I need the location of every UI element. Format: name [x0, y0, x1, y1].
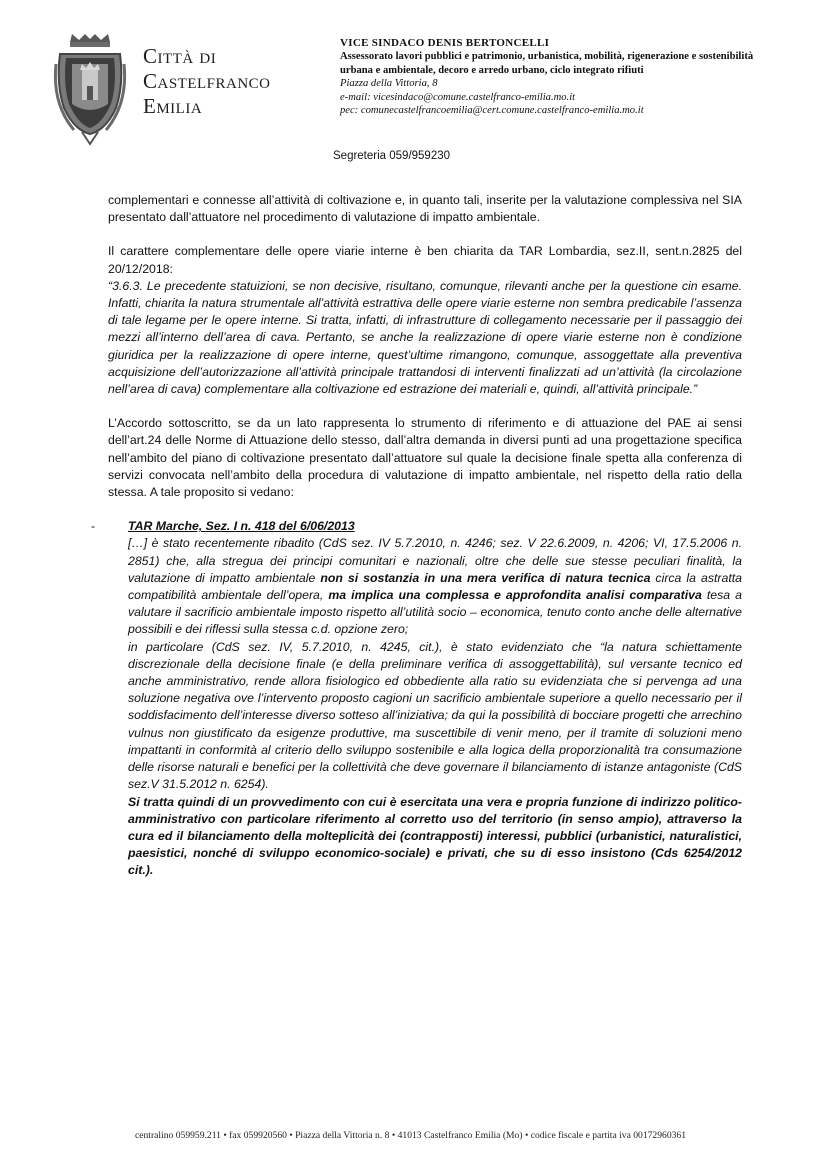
office-address: Piazza della Vittoria, 8 [340, 78, 438, 90]
city-name-line3: Emilia [143, 94, 203, 118]
segreteria-phone: Segreteria 059/959230 [333, 150, 451, 162]
list-item-heading: TAR Marche, Sez. I n. 418 del 6/06/2013 [128, 519, 355, 534]
paragraph-1: complementari e connesse all’attività di coltivazione e, in quanto tali, inserite per la valutazione complessiva nel SIA presentato dall’attuatore nel procedimento di valutazione di impatto ambientale. [108, 193, 742, 225]
office-title: VICE SINDACO DENIS BERTONCELLI [340, 37, 550, 49]
list-item [91, 518, 743, 879]
list-item-text-c: Si tratta quindi di un provvedimento con cui è esercitata una vera e propria funzione di indirizzo politico-amministrativo con particolare riferimento al corretto uso del territorio (in senso ampio), attraverso la cura ed il bilanciamento della molteplicità dei (contrapposti) interessi, pubblici (urbanistici, naturalistici, paesistici, nonché di sviluppo economico-sociale) e privati, che su di esso insistono (Cds 6254/2012 cit.). [128, 794, 742, 878]
page-footer: centralino 059959.211 • fax 059920560 • Piazza della Vittoria n. 8 • 41013 Castelfranco Emilia (Mo) • codice fiscale e partita iva 00172960361 [134, 1130, 687, 1141]
paragraph-2: Il carattere complementare delle opere viarie interne è ben chiarita da TAR Lombardia, sez.II, sent.n.2825 del 20/12/2018: [108, 244, 742, 276]
text-segment: circa la astratta compatibilità ambientale dell’opera, [128, 570, 743, 603]
text-segment: tesa a valutare il sacrificio ambientale imposto rispetto all’utilità socio – economica, tenuto conto anche delle alternative possibili e dei riflessi sulla stessa c.d. opzione zero; [128, 588, 742, 637]
office-email: e-mail: vicesindaco@comune.castelfranco-emilia.mo.it [340, 91, 576, 103]
city-name-line1: Città di [143, 44, 217, 68]
city-name [143, 44, 271, 119]
office-block [340, 37, 780, 117]
paragraph-3: L’Accordo sottoscritto, se da un lato rappresenta lo strumento di riferimento e di attuazione del PAE ai sensi dell’art.24 delle Norme di Attuazione dello stesso, dall’altra demanda in diversi punti ad una progettazione specifica nell’ambito del piano di coltivazione presentato dall’attuatore sul quale la decisione finale spetta alla conferenza di servizi convocata nell’ambito della procedura di valutazione di impatto ambientale, nel rispetto della ratio della stessa. A tale proposito si vedano: [108, 416, 742, 500]
list-item-text-b: in particolare (CdS sez. IV, 5.7.2010, n. 4245, cit.), è stato evidenziato che “la natura schiettamente discrezionale della decisione finale (e della preliminare verifica di assoggettabilità), sul versante tecnico ed anche amministrativo, rende allora fisiologico ed obbediente alla ratio su evidenziata che si pervenga ad una soluzione negativa ove l’intervento proposto cagioni un sacrificio ambientale superiore a quello necessario per il soddisfacimento dell’interesse diverso sotteso all’iniziativa; da qui la possibilità di bocciare progetti che arrechino vulnus non giustificato da esigenze produttive, ma suscettibile di venir meno, per il tramite di soluzioni meno impattanti in conformità al criterio dello sviluppo sostenibile e alla logica della proporzionalità tra consumazione delle risorse naturali e benefici per la collettività che deve governare il bilanciamento di istanze antagoniste (CdS sez.V 31.5.2012 n. 6254). [128, 639, 742, 792]
coat-of-arms-logo [52, 34, 128, 146]
list-item-text-a [128, 535, 742, 638]
office-pec: pec: comunecastelfrancoemilia@cert.comune.castelfranco-emilia.mo.it [340, 105, 644, 117]
city-name-line2: Castelfranco [143, 69, 271, 93]
office-duties: Assessorato lavori pubblici e patrimonio, urbanistica, mobilità, rigenerazione e sostenibilità urbana e ambientale, decoro e arredo urbano, ciclo integrato rifiuti [340, 51, 754, 76]
list-dash: - [91, 519, 96, 534]
bold-phrase: ma implica una complessa e approfondita analisi comparativa [328, 588, 702, 603]
bold-phrase: non si sostanzia in una mera verifica di natura tecnica [320, 570, 651, 585]
block-quote: “3.6.3. Le precedente statuizioni, se non decisive, risultano, comunque, rilevanti anche per la questione cin esame. Infatti, chiarita la natura strumentale all’attività estrattiva delle opere viarie esterne non sembra predicabile l’assenza di tale legame per le opere interne. Si tratta, infatti, di infrastrutture di collegamento necessarie per il passaggio dei mezzi all’interno dell’area di cava. Pertanto, se anche la realizzazione di opere viarie esterne non è condizione giuridica per la realizzazione di opere interne, quest’ultime rimangono, comunque, assoggettate alla preventiva acquisizione dell’autorizzazione all’attività principale trattandosi di interventi finalizzati ad un’attività (la circolazione nell’area di cava) complementare alla coltivazione ed estrazione dei materiali e, quindi, all’attività principale.” [108, 278, 742, 397]
document-body [91, 192, 743, 880]
text-segment: […] è stato recentemente ribadito (CdS sez. IV 5.7.2010, n. 4246; sez. V 22.6.2009, n. 4206; VI, 17.5.2006 n. 2851) che, alla stregua dei principi comunitari e nazionali, oltre che delle sue stesse peculiari finalità, la valutazione di impatto ambientale [128, 536, 742, 585]
